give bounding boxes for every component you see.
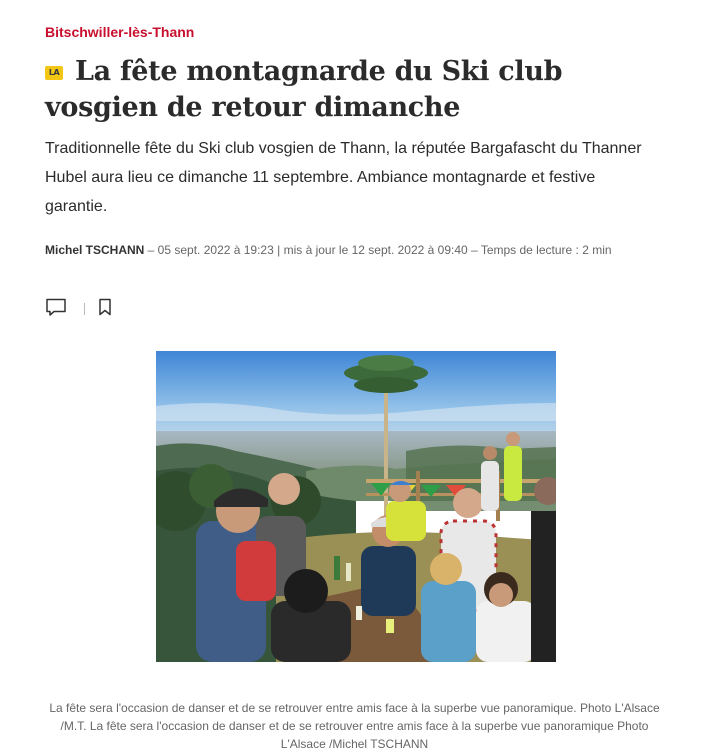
article-lede: Traditionnelle fête du Ski club vosgien de Thann, la réputée Bargafascht du Thanner Hubel aura lieu ce dimanche 11 septembre. Ambiance montagnarde et festive garantie. [45,140,642,215]
article-byline [45,242,665,258]
comment-icon [45,297,67,317]
author-name[interactable]: Michel TSCHANN [45,243,145,257]
article-actions [45,297,112,321]
photo-caption: La fête sera l'occasion de danser et de se retrouver entre amis face à la superbe vue panoramique. Photo L'Alsace /M.T. La fête sera l'occasion de danser et de se retrouver entre amis face à la superbe vue panoramique Photo L'Alsace /Michel TSCHANN [49,701,660,751]
bookmark-icon [98,298,112,316]
article-header [45,22,665,258]
article-kicker[interactable]: Bitschwiller-lès-Thann [45,24,195,40]
article-photo[interactable] [156,351,556,662]
action-divider [84,303,85,315]
bookmark-button[interactable] [98,298,112,321]
headline-text: La fête montagnarde du Ski club vosgien de retour dimanche [45,56,563,123]
article-headline [45,54,665,126]
publish-info: – 05 sept. 2022 à 19:23 | mis à jour le 12 sept. 2022 à 09:40 – Temps de lecture : 2 min [144,243,612,257]
photo-image [156,351,556,662]
comment-button[interactable] [45,297,67,322]
premium-badge-icon: LA [45,66,63,80]
